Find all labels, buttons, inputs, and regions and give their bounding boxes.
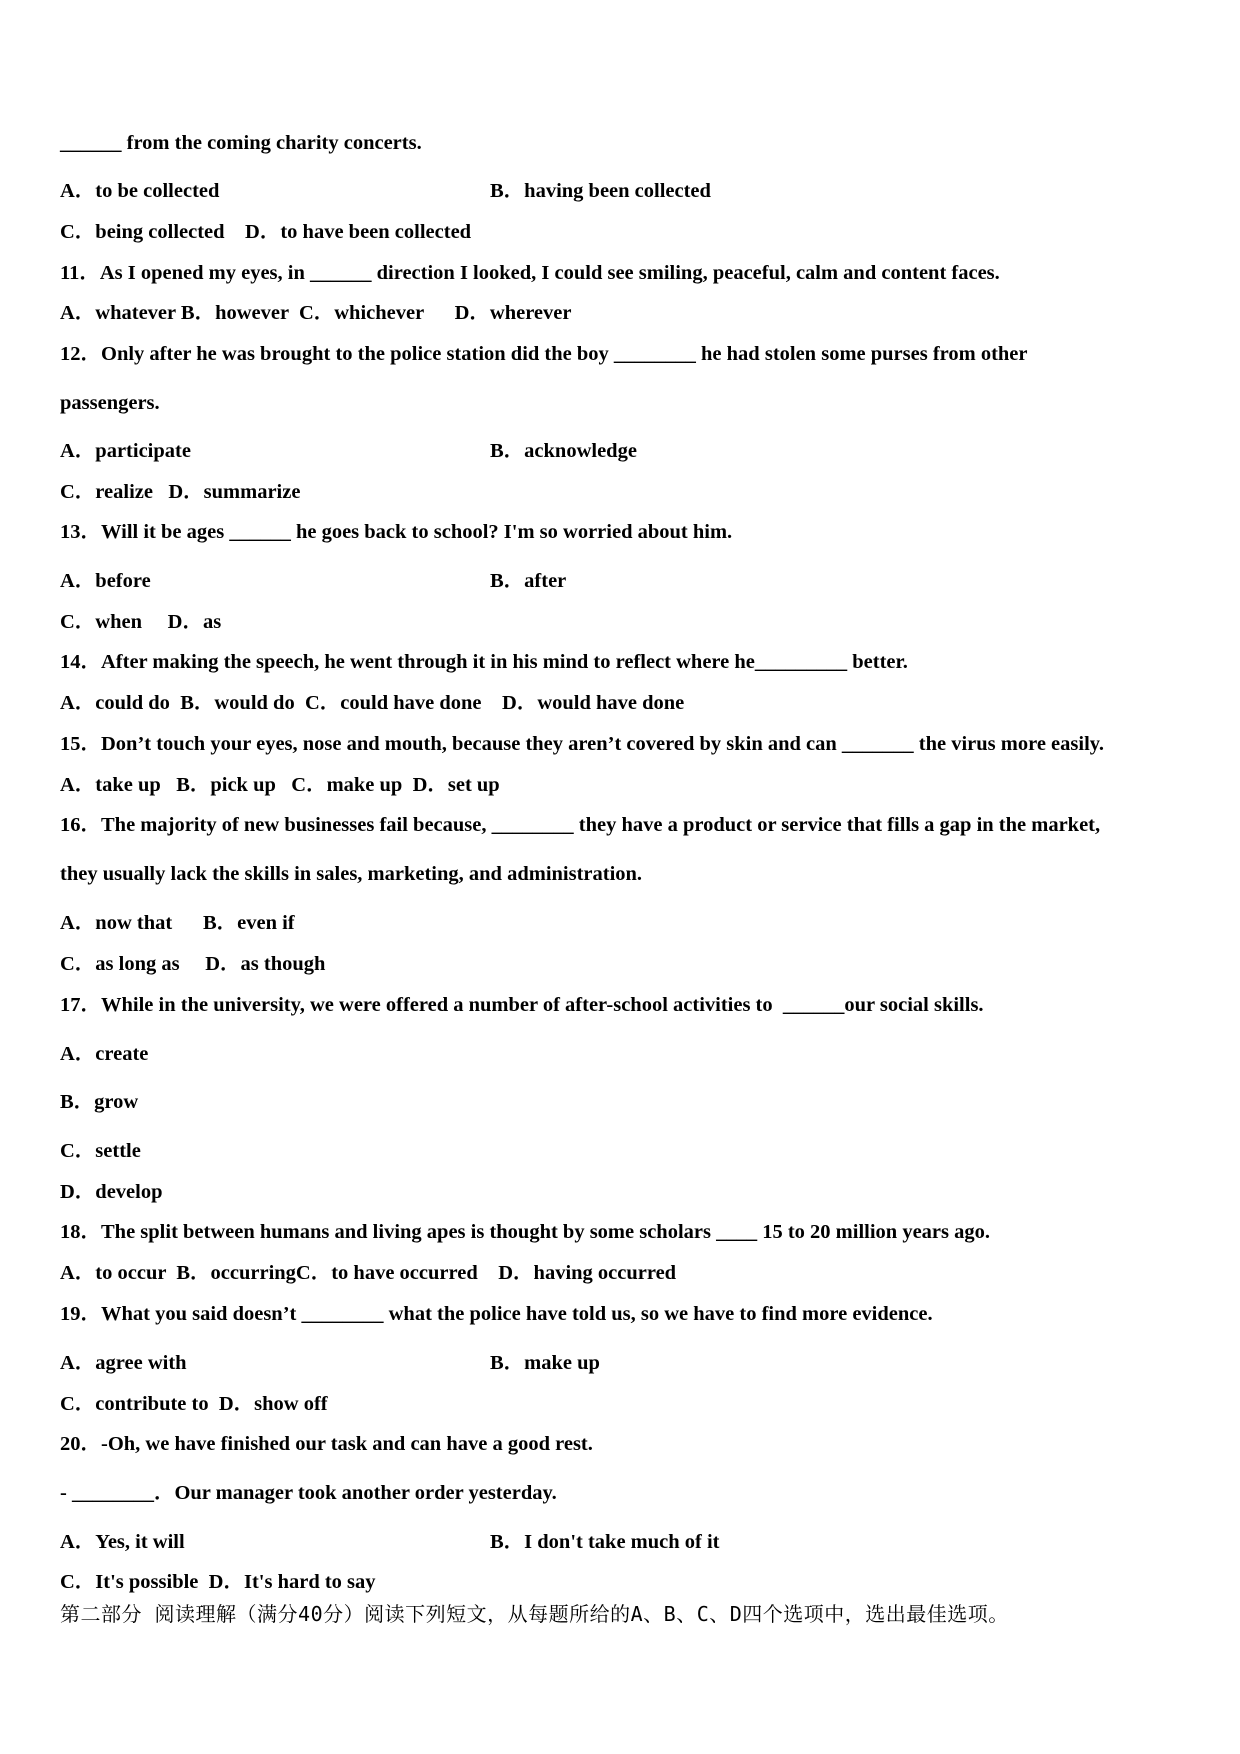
question-19-options-row1 [60,1353,600,1374]
question-13-stem: 13．Will it be ages ______ he goes back to school? I'm so worried about him. [60,521,733,543]
option-c: C．could have done [304,692,482,714]
question-16-stem: 16．The majority of new businesses fail because, ________ they have a product or service that fills a gap in the market, [60,814,1101,836]
option-d: D．as though [205,953,326,975]
option-d: D．having occurred [498,1262,677,1284]
question-17-option-d: D．develop [60,1181,163,1203]
option-c: C．make up [291,774,403,796]
question-20-options-row1 [60,1532,720,1553]
question-13-options-row1 [60,571,566,592]
section-heading-reading: 第二部分 阅读理解（满分40分）阅读下列短文，从每题所给的A、B、C、D四个选项中，选出最佳选项。 [60,1602,1009,1626]
option-a: A．participate [60,440,191,462]
question-12-options-row1 [60,441,637,462]
question-12-options-row2 [60,482,300,503]
question-20-stem: 20．-Oh, we have finished our task and can have a good rest. [60,1433,593,1455]
option-c: C．It's possible [60,1571,199,1593]
option-d: D．wherever [454,302,572,324]
question-11-stem: 11．As I opened my eyes, in ______ direction I looked, I could see smiling, peaceful, calm and content faces. [60,262,1000,284]
option-c: C．contribute to [60,1393,209,1415]
option-d: D．set up [412,774,500,796]
option-d: D．summarize [168,481,301,503]
question-19-stem: 19．What you said doesn’t ________ what the police have told us, so we have to find more evidence. [60,1303,933,1325]
question-14-stem: 14．After making the speech, he went through it in his mind to reflect where he_________ better. [60,651,908,673]
option-b: B．even if [202,912,295,934]
question-10-options-row1 [60,181,711,202]
question-15-stem: 15．Don’t touch your eyes, nose and mouth, because they aren’t covered by skin and can _______ the virus more easily. [60,733,1105,755]
option-a: A．take up [60,774,161,796]
option-a: A．whatever [60,302,176,324]
question-16-options-row1 [60,913,295,934]
option-c: C．to have occurred [295,1262,478,1284]
question-20-stem-cont: - ________．Our manager took another order yesterday. [60,1482,557,1504]
option-d: D．would have done [502,692,685,714]
option-b: B．after [490,570,567,592]
option-b: B．make up [490,1352,600,1374]
question-19-options-row2 [60,1394,328,1415]
option-a: A．before [60,570,151,592]
option-b: B．I don't take much of it [490,1531,720,1553]
option-a: A．agree with [60,1352,187,1374]
option-c: C．being collected [60,221,225,243]
option-c: C．realize [60,481,153,503]
option-b: B．having been collected [490,180,711,202]
question-17-option-c: C．settle [60,1140,141,1162]
option-d: D．as [167,611,222,633]
option-d: D．show off [218,1393,328,1415]
question-17-stem: 17．While in the university, we were offered a number of after-school activities to ______our social skills. [60,994,984,1016]
option-d: D．It's hard to say [208,1571,376,1593]
question-18-options [60,1263,676,1284]
option-b: B．would do [180,692,295,714]
question-14-options [60,693,684,714]
question-18-stem: 18．The split between humans and living apes is thought by some scholars ____ 15 to 20 million years ago. [60,1221,990,1243]
question-17-option-b: B．grow [60,1091,139,1113]
option-b: B．pick up [176,774,276,796]
question-13-options-row2 [60,612,221,633]
option-c: C．whichever [298,302,424,324]
option-a: A．now that [60,912,173,934]
option-b: B．however [180,302,289,324]
option-c: C．as long as [60,953,180,975]
question-17-option-a: A．create [60,1043,149,1065]
question-20-options-row2 [60,1572,376,1593]
question-12-stem: 12．Only after he was brought to the police station did the boy ________ he had stolen some purses from other [60,343,1028,365]
question-12-stem-cont: passengers. [60,392,160,414]
question-10-stem-end: ______ from the coming charity concerts. [60,132,422,154]
option-d: D．to have been collected [245,221,472,243]
question-16-stem-cont: they usually lack the skills in sales, marketing, and administration. [60,863,643,885]
question-15-options [60,775,500,796]
option-a: A．to occur [60,1262,167,1284]
option-a: A．to be collected [60,180,220,202]
option-b: B．occurring [176,1262,296,1284]
question-11-options [60,303,571,324]
option-a: A．Yes, it will [60,1531,185,1553]
option-b: B．acknowledge [490,440,637,462]
option-c: C．when [60,611,143,633]
question-10-options-row2 [60,222,471,243]
option-a: A．could do [60,692,170,714]
question-16-options-row2 [60,954,325,975]
